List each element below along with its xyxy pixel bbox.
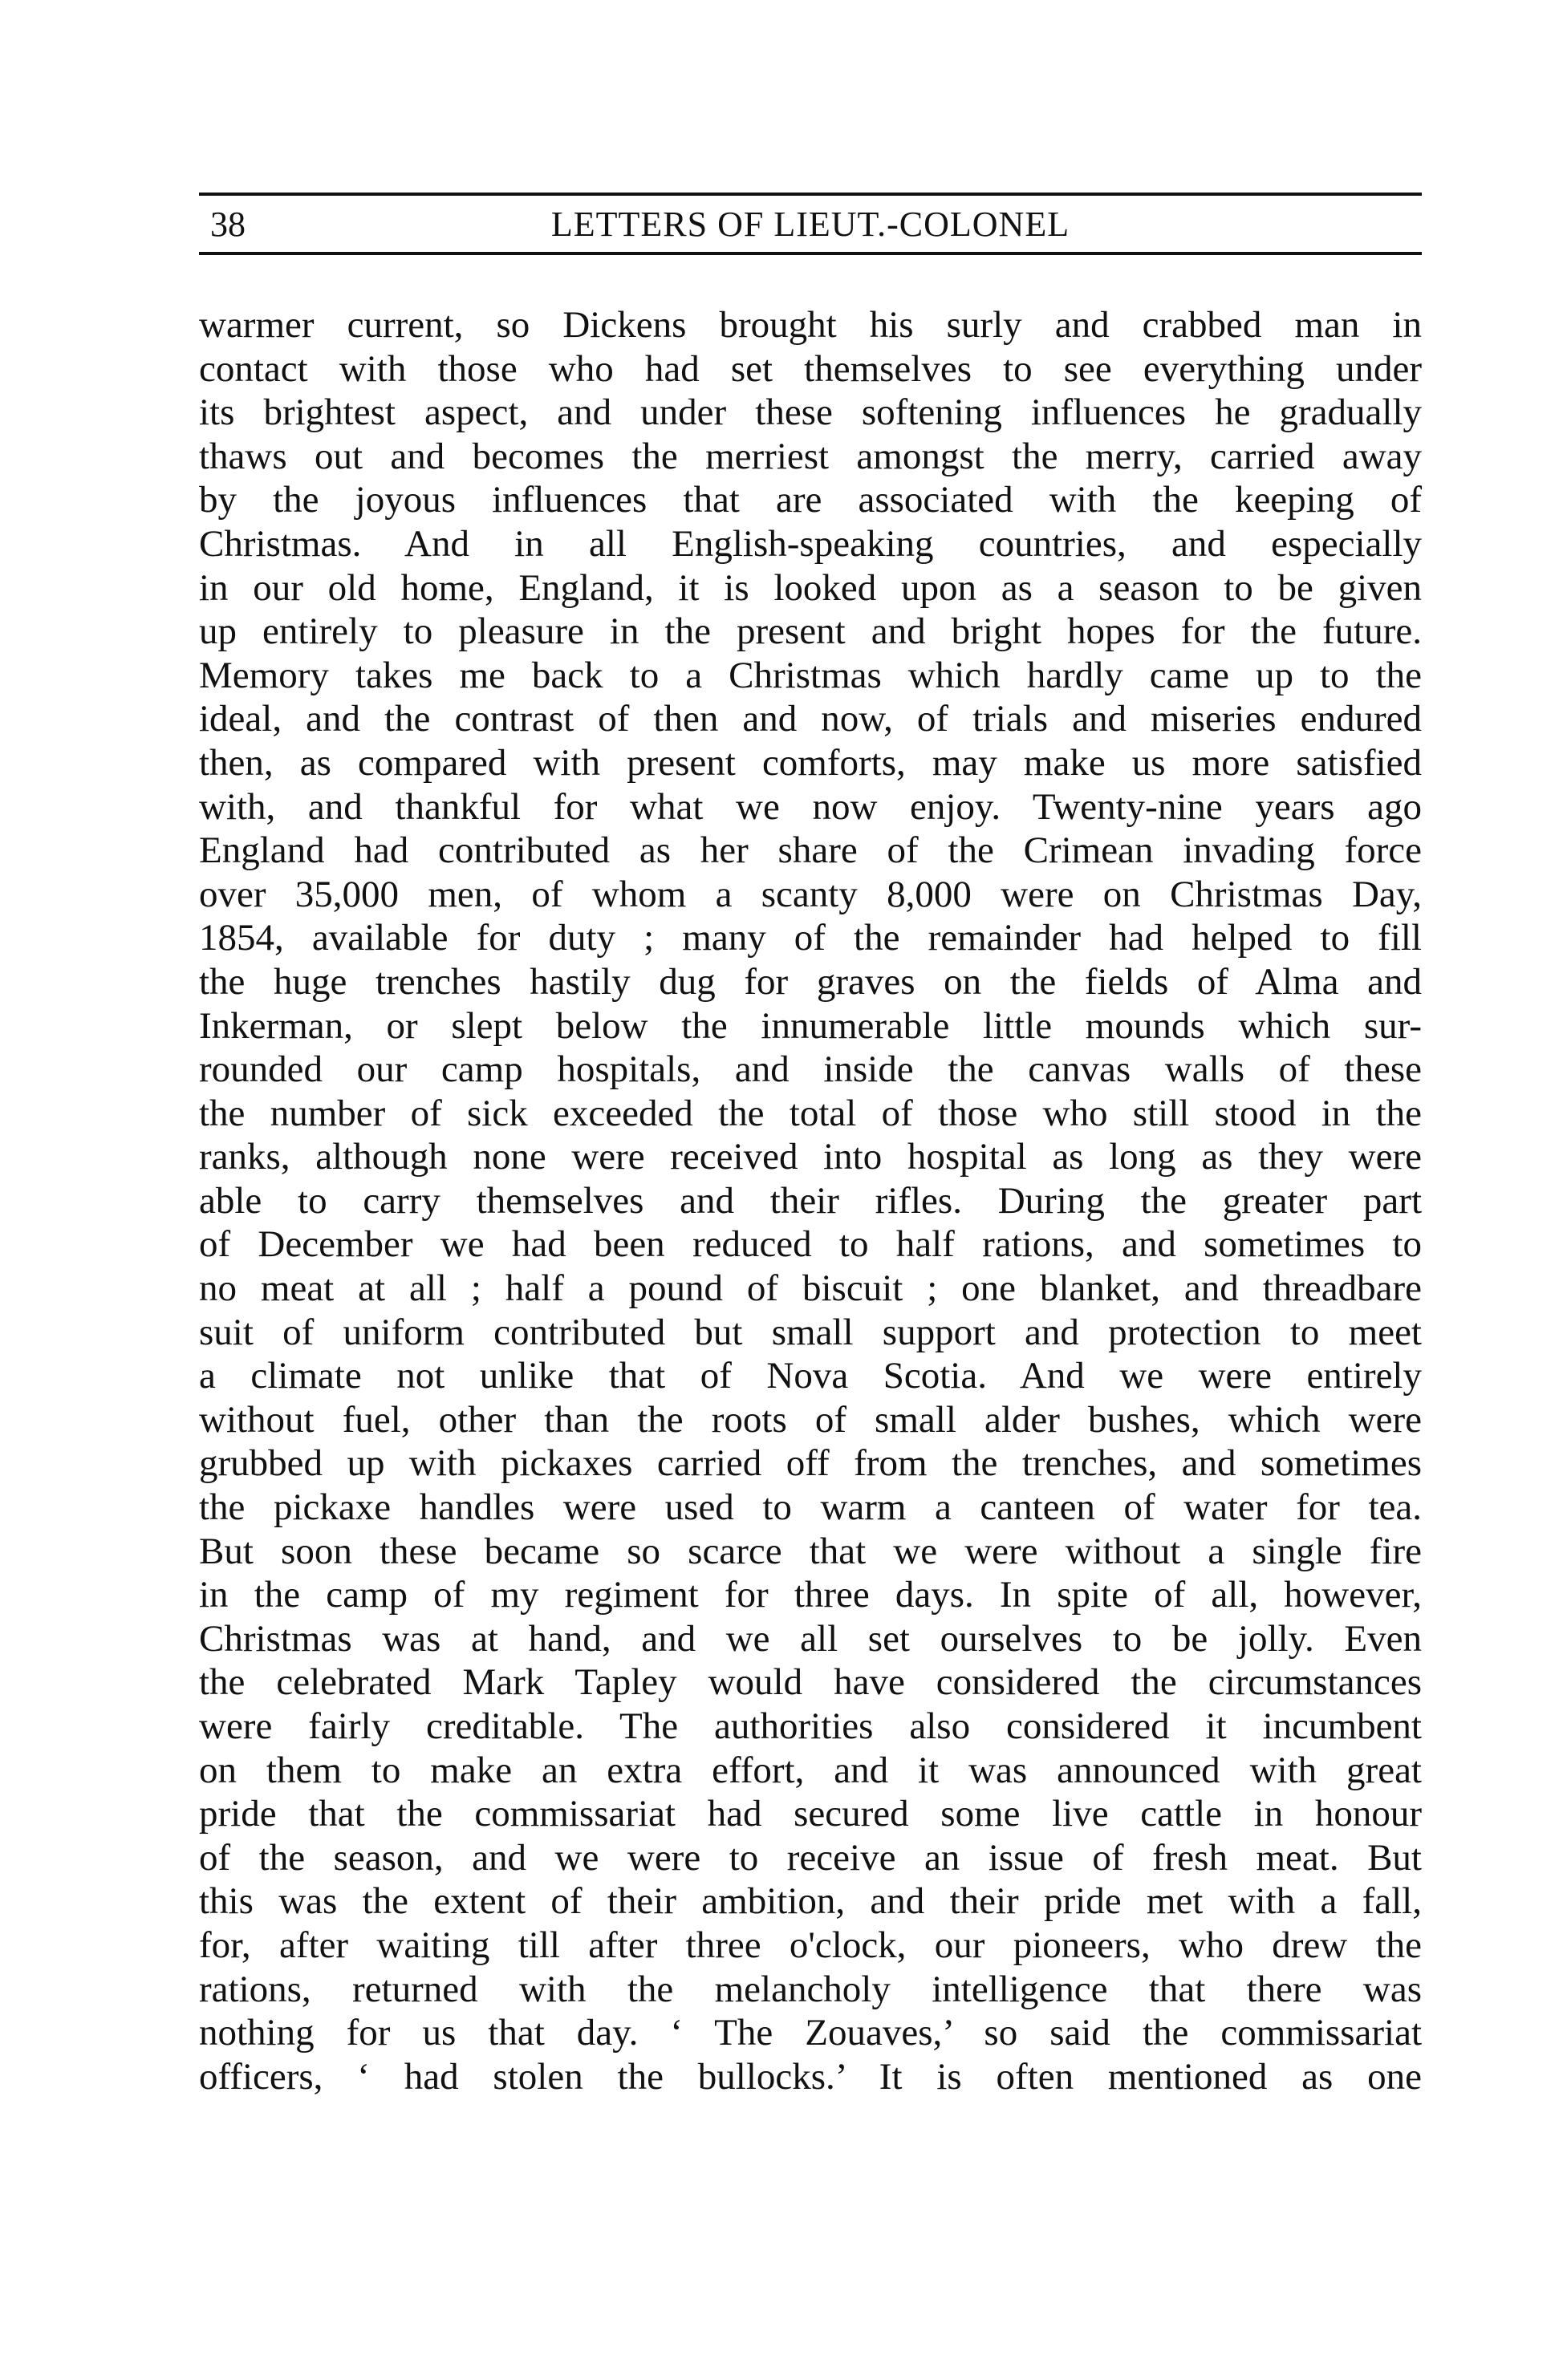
- text-line: with, and thankful for what we now enjoy. Twenty-nine years ago: [199, 785, 1422, 828]
- text-line: able to carry themselves and their rifles. During the greater part: [199, 1179, 1422, 1222]
- text-line: 1854, available for duty ; many of the remainder had helped to fill: [199, 917, 1422, 959]
- header-bottom-rule: [199, 252, 1422, 255]
- text-line: the celebrated Mark Tapley would have considered the circumstances: [199, 1661, 1422, 1704]
- text-line: rations, returned with the melancholy intelligence that there was: [199, 1968, 1422, 2010]
- page-number: 38: [210, 205, 246, 244]
- text-line: in our old home, England, it is looked upon as a season to be given: [199, 566, 1422, 609]
- text-line: nothing for us that day. ‘ The Zouaves,’ so said the commissariat: [199, 2012, 1422, 2054]
- running-title: LETTERS OF LIEUT.-COLONEL: [550, 205, 1070, 244]
- text-line: no meat at all ; half a pound of biscuit ; one blanket, and threadbare: [199, 1267, 1422, 1310]
- text-line: its brightest aspect, and under these softening influences he gradually: [199, 391, 1422, 434]
- text-line: in the camp of my regiment for three days. In spite of all, however,: [199, 1574, 1422, 1616]
- text-line: without fuel, other than the roots of small alder bushes, which were: [199, 1398, 1422, 1441]
- text-line: over 35,000 men, of whom a scanty 8,000 were on Christmas Day,: [199, 873, 1422, 915]
- text-line: the pickaxe handles were used to warm a canteen of water for tea.: [199, 1486, 1422, 1529]
- text-line: were fairly creditable. The authorities also considered it incumbent: [199, 1705, 1422, 1747]
- text-line: But soon these became so scarce that we were without a single fire: [199, 1530, 1422, 1572]
- text-line: England had contributed as her share of the Crimean invading force: [199, 829, 1422, 872]
- text-line: rounded our camp hospitals, and inside the canvas walls of these: [199, 1048, 1422, 1091]
- text-line: up entirely to pleasure in the present and bright hopes for the future.: [199, 610, 1422, 653]
- text-line: ideal, and the contrast of then and now, of trials and miseries endured: [199, 698, 1422, 740]
- text-line: pride that the commissariat had secured some live cattle in honour: [199, 1793, 1422, 1835]
- text-line: of December we had been reduced to half rations, and sometimes to: [199, 1223, 1422, 1266]
- text-line: on them to make an extra effort, and it was announced with great: [199, 1749, 1422, 1791]
- text-line: for, after waiting till after three o'clock, our pioneers, who drew the: [199, 1924, 1422, 1966]
- text-line: contact with those who had set themselves to see everything under: [199, 347, 1422, 390]
- text-line: Inkerman, or slept below the innumerable little mounds which sur-: [199, 1004, 1422, 1047]
- text-line: Christmas was at hand, and we all set ourselves to be jolly. Even: [199, 1617, 1422, 1660]
- page-header: [199, 202, 1422, 247]
- text-line: by the joyous influences that are associated with the keeping of: [199, 479, 1422, 521]
- text-line: then, as compared with present comforts, may make us more satisfied: [199, 741, 1422, 784]
- text-line: thaws out and becomes the merriest amongst the merry, carried away: [199, 435, 1422, 477]
- text-line: of the season, and we were to receive an issue of fresh meat. But: [199, 1836, 1422, 1879]
- text-line: Christmas. And in all English-speaking countries, and especially: [199, 522, 1422, 565]
- text-line: officers, ‘ had stolen the bullocks.’ It is often mentioned as one: [199, 2055, 1422, 2098]
- text-line: suit of uniform contributed but small support and protection to meet: [199, 1311, 1422, 1353]
- header-top-rule: [199, 193, 1422, 196]
- text-line: warmer current, so Dickens brought his surly and crabbed man in: [199, 304, 1422, 346]
- text-line: the number of sick exceeded the total of those who still stood in the: [199, 1092, 1422, 1134]
- text-line: the huge trenches hastily dug for graves on the fields of Alma and: [199, 960, 1422, 1003]
- text-line: grubbed up with pickaxes carried off from the trenches, and sometimes: [199, 1442, 1422, 1485]
- text-line: ranks, although none were received into hospital as long as they were: [199, 1136, 1422, 1178]
- text-line: a climate not unlike that of Nova Scotia. And we were entirely: [199, 1355, 1422, 1397]
- body-text: [199, 303, 1422, 2098]
- text-line: this was the extent of their ambition, and their pride met with a fall,: [199, 1880, 1422, 1923]
- text-line: Memory takes me back to a Christmas which hardly came up to the: [199, 654, 1422, 696]
